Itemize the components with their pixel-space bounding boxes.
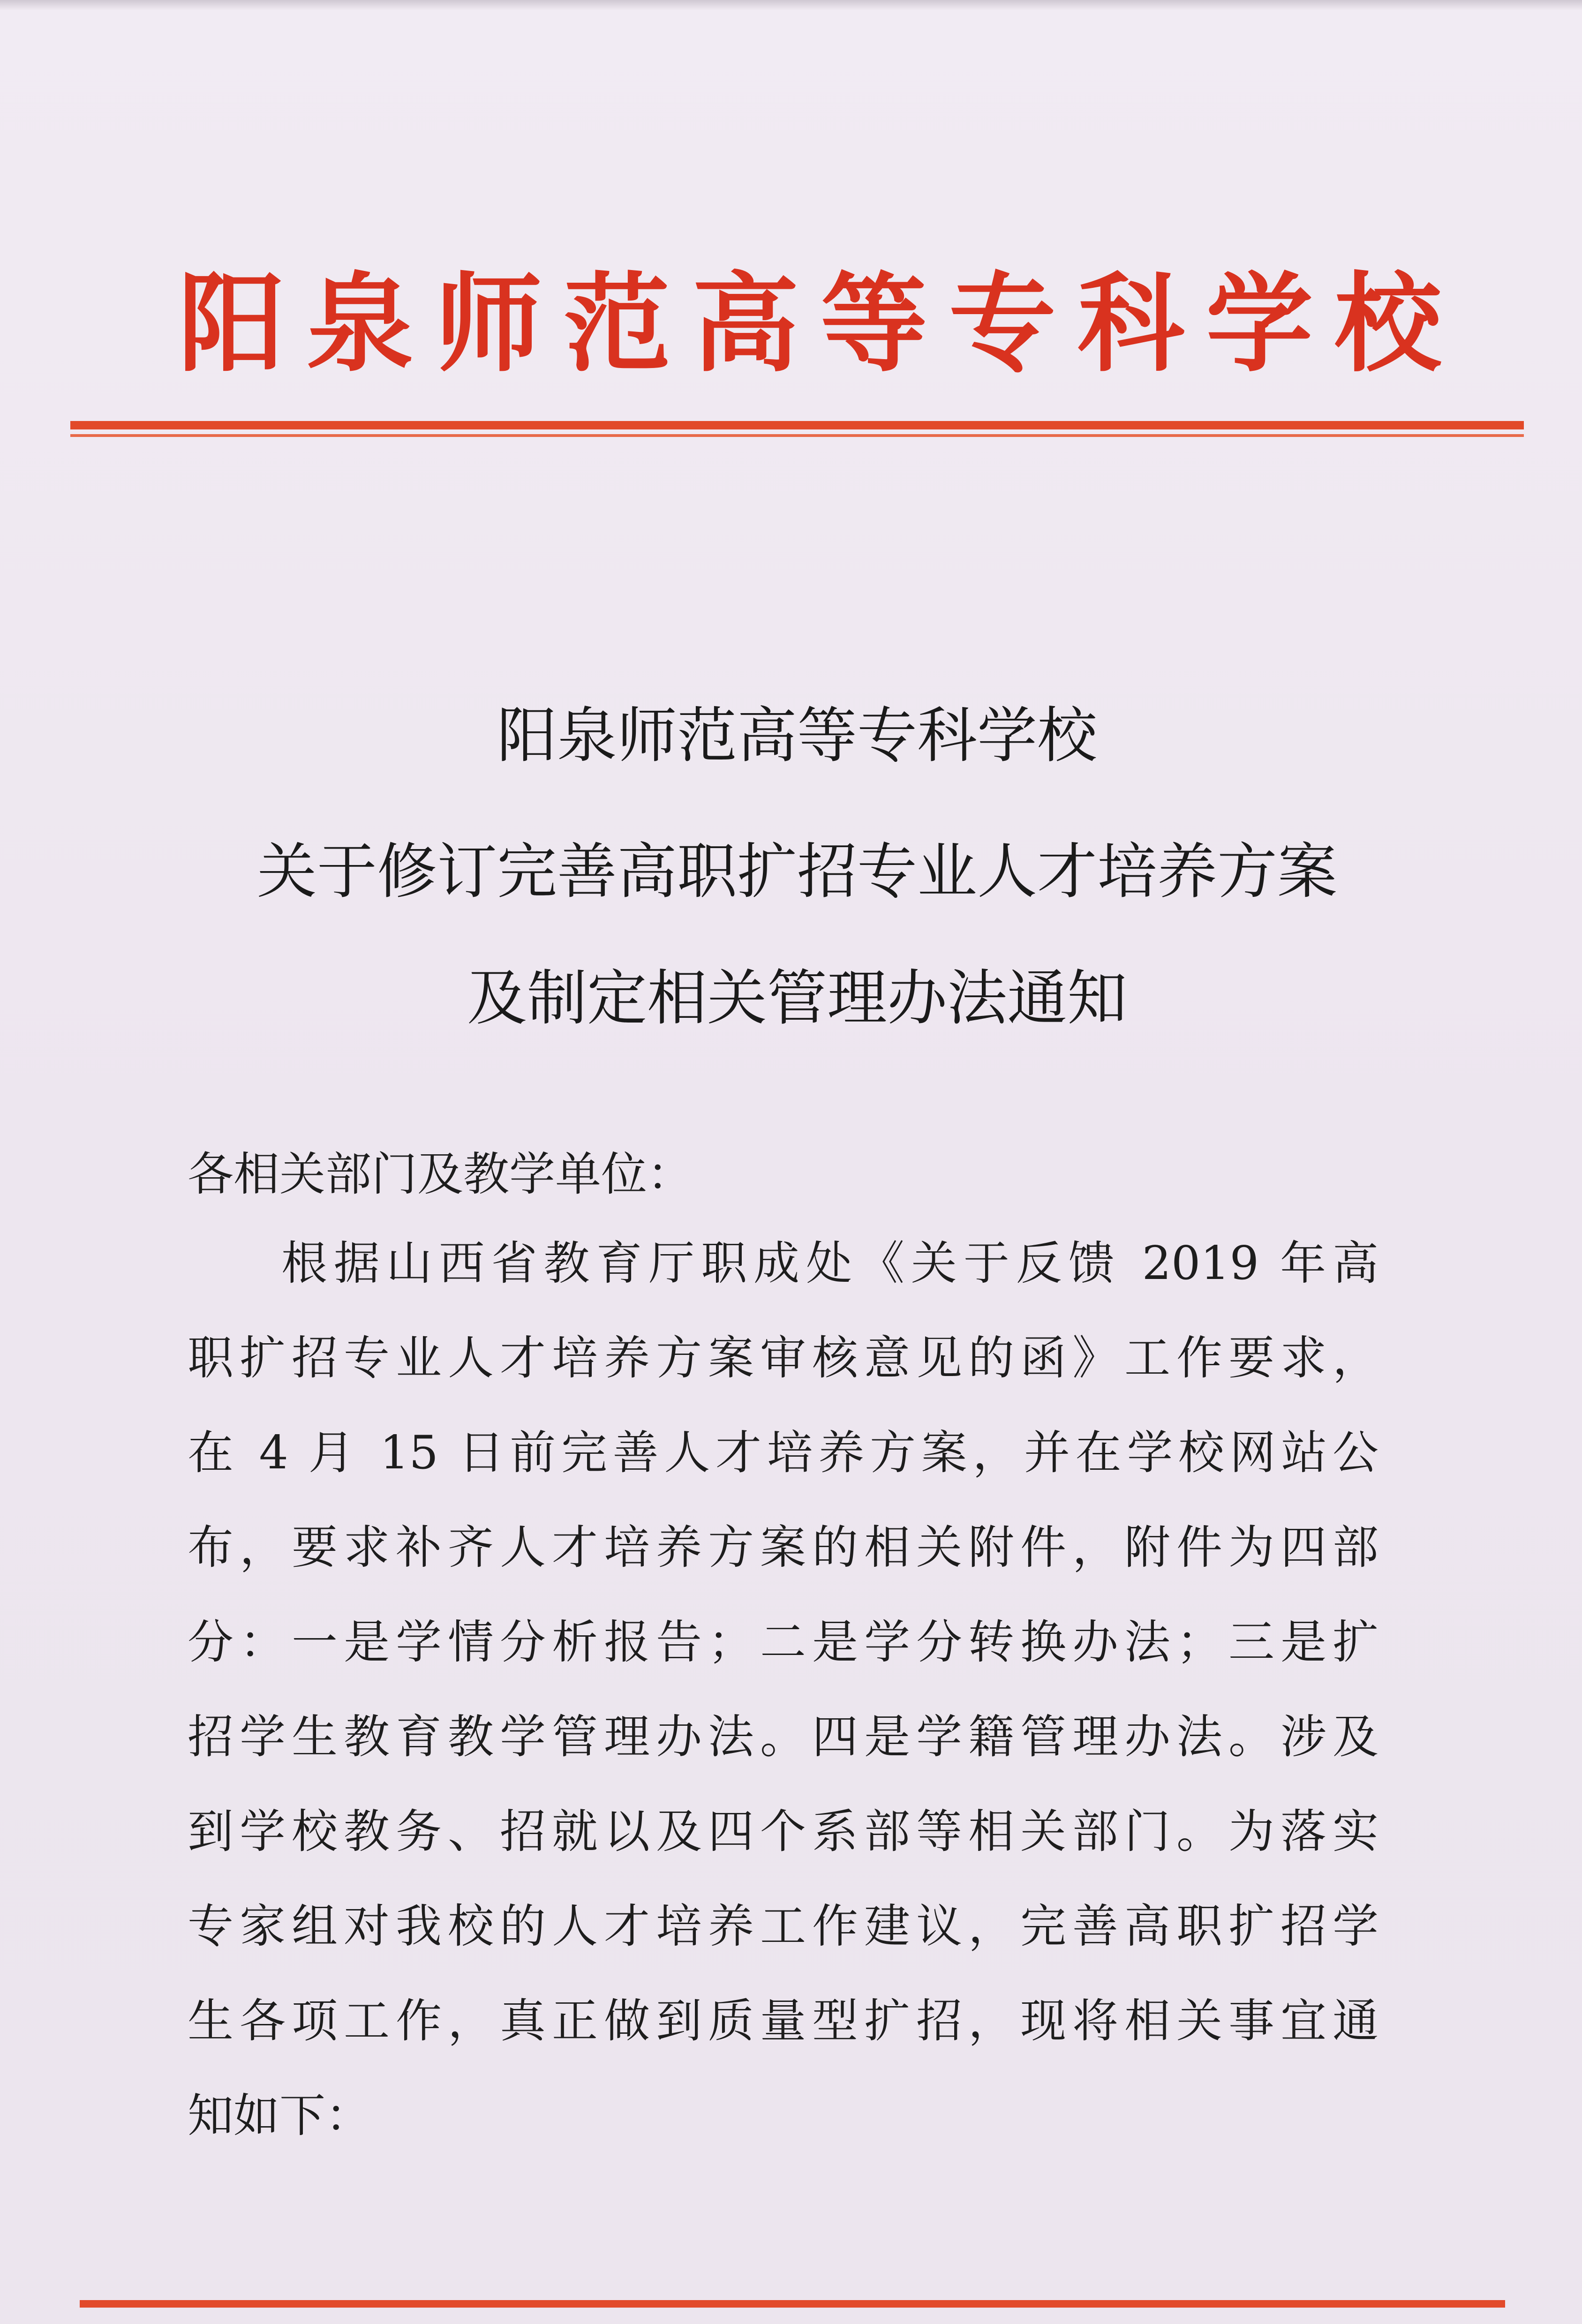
body-line: 布，要求补齐人才培养方案的相关附件，附件为四部 [188,1521,1379,1574]
letterhead-org-name: 阳泉师范高等专科学校 [178,261,1463,386]
body-line: 根据山西省教育厅职成处《关于反馈 2019 年高 [281,1237,1379,1290]
doc-title-line-3: 及制定相关管理办法通知 [467,963,1127,1033]
body-line: 专家组对我校的人才培养工作建议，完善高职扩招学 [188,1900,1379,1953]
body-line: 在 4 月 15 日前完善人才培养方案，并在学校网站公 [188,1426,1379,1480]
doc-title-line-2: 关于修订完善高职扩招专业人才培养方案 [256,837,1337,907]
body-line: 分：一是学情分析报告；二是学分转换办法；三是扩 [188,1616,1379,1669]
scan-top-edge [0,0,1582,10]
footer-rule [80,2300,1505,2308]
body-line: 生各项工作，真正做到质量型扩招，现将相关事宜通 [188,1994,1379,2048]
body-line: 到学校教务、招就以及四个系部等相关部门。为落实 [188,1805,1379,1858]
body-line: 招学生教育教学管理办法。四是学籍管理办法。涉及 [188,1710,1379,1764]
salutation: 各相关部门及教学单位： [188,1148,693,1201]
body-line: 职扩招专业人才培养方案审核意见的函》工作要求， [188,1331,1379,1385]
letterhead-rule [70,421,1524,429]
letterhead-rule-thin [70,434,1524,437]
body-line: 知如下： [188,2089,372,2143]
doc-title-line-1: 阳泉师范高等专科学校 [497,701,1097,771]
